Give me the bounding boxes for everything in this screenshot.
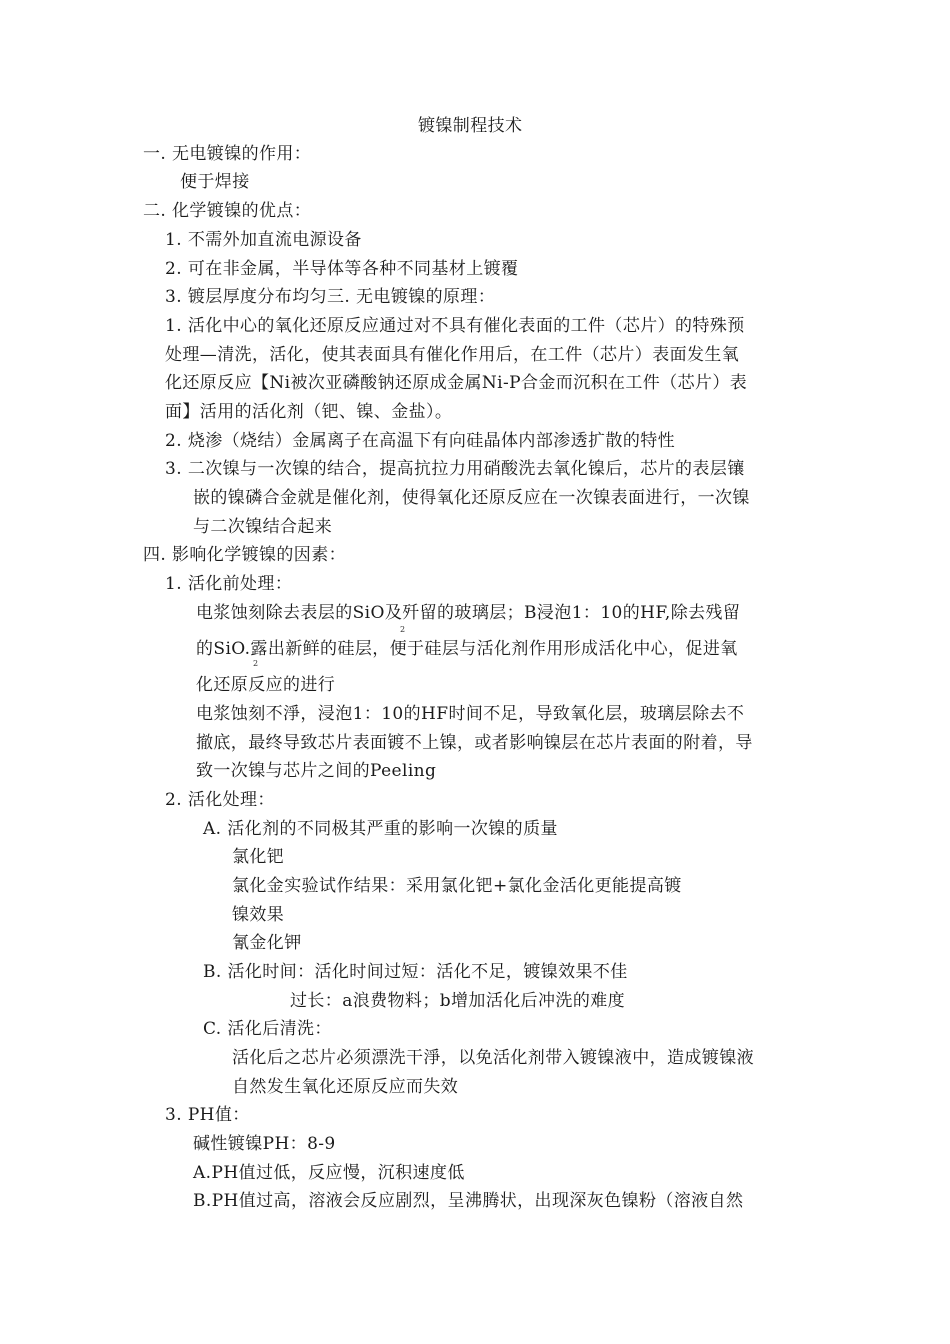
subscript-mark: 2 bbox=[253, 659, 259, 668]
paragraph-line: 氯化金实验试作结果：采用氯化钯+氯化金活化更能提高镀 bbox=[232, 876, 682, 896]
section-heading-1: 一. 无电镀镍的作用： bbox=[143, 144, 312, 164]
paragraph-line: 电浆蚀刻除去表层的SiO及歼留的玻璃层；B浸泡1：10的HF,除去残留 bbox=[196, 603, 741, 623]
document-title: 镀镍制程技术 bbox=[418, 116, 523, 136]
list-item: B. 活化时间：活化时间过短：活化不足，镀镍效果不佳 bbox=[203, 962, 628, 982]
paragraph-line: 与二次镍结合起来 bbox=[193, 517, 333, 537]
list-item: 1. 不需外加直流电源设备 bbox=[165, 230, 362, 250]
paragraph-line: 活化后之芯片必须漂洗干淨，以免活化剂带入镀镍液中，造成镀镍液 bbox=[232, 1048, 754, 1068]
paragraph-line: 碱性镀镍PH：8-9 bbox=[193, 1134, 336, 1154]
list-item: A. 活化剂的不同极其严重的影响一次镍的质量 bbox=[203, 819, 558, 839]
paragraph-line: B.PH值过高，溶液会反应剧烈，呈沸腾状，出现深灰色镍粉（溶液自然 bbox=[193, 1191, 744, 1211]
list-item: 3. 镀层厚度分布均匀三. 无电镀镍的原理： bbox=[165, 287, 496, 307]
paragraph-line: 嵌的镍磷合金就是催化剂，使得氧化还原反应在一次镍表面进行，一次镍 bbox=[193, 488, 750, 508]
paragraph-line: 撤底，最终导致芯片表面镀不上镍，或者影响镍层在芯片表面的附着，导 bbox=[196, 733, 753, 753]
paragraph-line: 的SiO.露出新鲜的硅层，便于硅层与活化剂作用形成活化中心，促进氧 bbox=[196, 639, 738, 659]
list-item: 3. 二次镍与一次镍的结合，提高抗拉力用硝酸洗去氧化镍后，芯片的表层镶 bbox=[165, 459, 745, 479]
paragraph-line: 氯化钯 bbox=[232, 847, 285, 867]
paragraph-line: 化还原反应的进行 bbox=[196, 675, 336, 695]
paragraph-line: 氰金化钾 bbox=[232, 933, 302, 953]
list-item: 3. PH值： bbox=[165, 1105, 250, 1125]
section-heading-2: 二. 化学镀镍的优点： bbox=[143, 201, 312, 221]
list-item: 2. 烧渗（烧结）金属离子在高温下有向硅晶体内部渗透扩散的特性 bbox=[165, 431, 676, 451]
list-item: 2. 活化处理： bbox=[165, 790, 275, 810]
paragraph-line: 电浆蚀刻不淨，浸泡1：10的HF时间不足，导致氧化层，玻璃层除去不 bbox=[196, 704, 745, 724]
paragraph-line: 自然发生氧化还原反应而失效 bbox=[232, 1077, 459, 1097]
paragraph-line: 面】活用的活化剂（钯、镍、金盐）。 bbox=[165, 402, 453, 422]
section-heading-4: 四. 影响化学镀镍的因素： bbox=[143, 545, 347, 565]
paragraph-line: 镍效果 bbox=[232, 905, 285, 925]
paragraph-line: 致一次镍与芯片之间的Peeling bbox=[196, 761, 437, 781]
paragraph-line: 化还原反应【Ni被次亚磷酸钠还原成金属Ni-P合金而沉积在工件（芯片）表 bbox=[165, 373, 748, 393]
paragraph-line: A.PH值过低，反应慢，沉积速度低 bbox=[193, 1163, 465, 1183]
list-item: C. 活化后清洗： bbox=[203, 1019, 332, 1039]
list-item: 1. 活化前处理： bbox=[165, 574, 293, 594]
list-item: 2. 可在非金属，半导体等各种不同基材上镀覆 bbox=[165, 259, 519, 279]
subscript-mark: 2 bbox=[400, 625, 406, 634]
paragraph-line: 处理—清洗，活化，使其表面具有催化作用后，在工件（芯片）表面发生氧 bbox=[165, 345, 740, 365]
paragraph-line: 便于焊接 bbox=[180, 172, 250, 192]
list-item: 1. 活化中心的氧化还原反应通过对不具有催化表面的工件（芯片）的特殊预 bbox=[165, 316, 745, 336]
paragraph-line: 过长：a浪费物料；b增加活化后冲洗的难度 bbox=[290, 991, 626, 1011]
